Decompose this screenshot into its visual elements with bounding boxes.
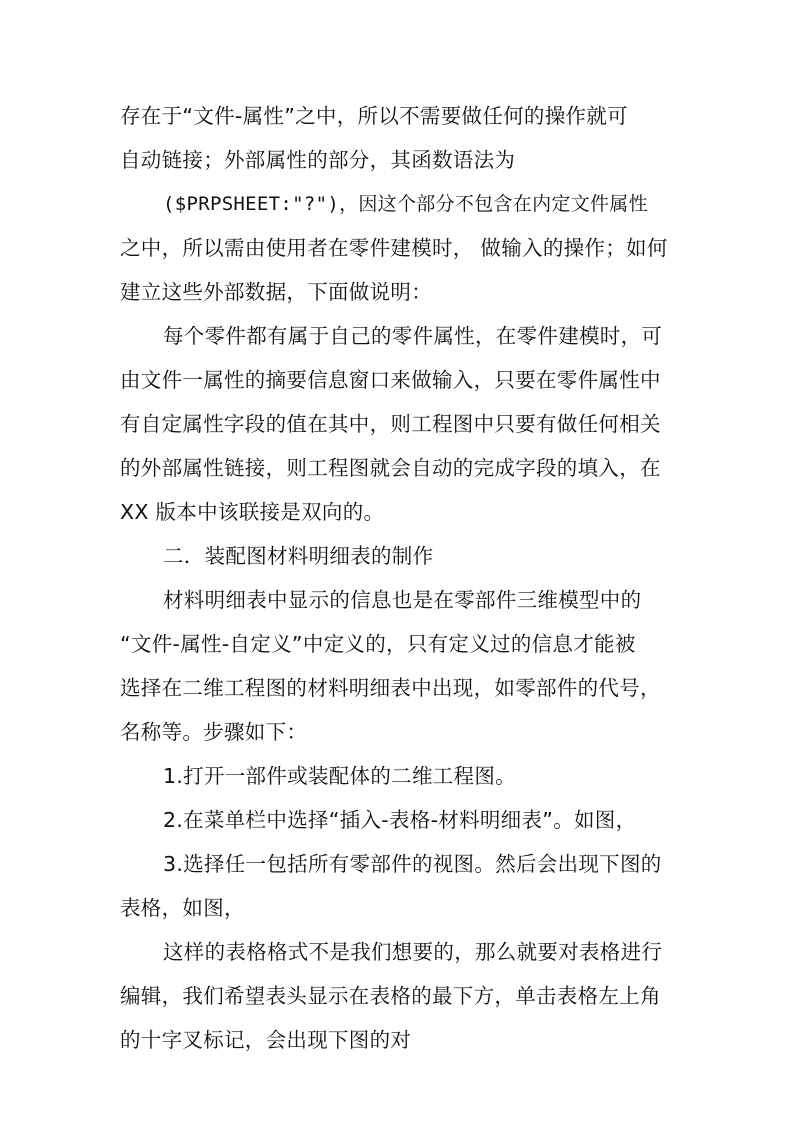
paragraph-line: 这样的表格格式不是我们想要的，那么就要对表格进行	[163, 940, 663, 964]
paragraph-line: 建立这些外部数据，下面做说明：	[120, 280, 432, 304]
paragraph-line: 自动链接；外部属性的部分，其函数语法为	[120, 148, 516, 172]
paragraph-line: 名称等。步骤如下：	[120, 720, 308, 744]
paragraph-line: 有自定属性字段的值在其中，则工程图中只要有做任何相关	[120, 412, 661, 436]
paragraph-line: 编辑，我们希望表头显示在表格的最下方，单击表格左上角	[120, 984, 661, 1008]
step-line: 1.打开一部件或装配体的二维工程图。	[163, 764, 516, 788]
paragraph-line: 由文件一属性的摘要信息窗口来做输入，只要在零件属性中	[120, 368, 661, 392]
paragraph-line: 存在于“文件-属性”之中，所以不需要做任何的操作就可	[120, 104, 628, 128]
paragraph-line: “文件-属性-自定义”中定义的，只有定义过的信息才能被	[120, 632, 636, 656]
paragraph-line: 的外部属性链接，则工程图就会自动的完成字段的填入，在	[120, 456, 661, 480]
paragraph-line: 选择在二维工程图的材料明细表中出现，如零部件的代号，	[120, 676, 661, 700]
paragraph-line: ($PRPSHEET:"?")，因这个部分不包含在内定文件属性	[163, 193, 648, 215]
paragraph-line: 之中，所以需由使用者在零件建模时， 做输入的操作；如何	[120, 236, 668, 260]
paragraph-line: 表格，如图，	[120, 896, 245, 920]
section-heading: 二．装配图材料明细表的制作	[163, 544, 434, 568]
step-line: 2.在菜单栏中选择“插入-表格-材料明细表”。如图，	[163, 808, 637, 832]
paragraph-line: 的十字叉标记，会出现下图的对	[120, 1028, 412, 1052]
paragraph-line: 每个零件都有属于自己的零件属性，在零件建模时，可	[163, 324, 663, 348]
step-line: 3.选择任一包括所有零部件的视图。然后会出现下图的	[163, 852, 662, 876]
paragraph-line: 材料明细表中显示的信息也是在零部件三维模型中的	[163, 588, 642, 612]
paragraph-line: XX 版本中该联接是双向的。	[120, 500, 385, 524]
